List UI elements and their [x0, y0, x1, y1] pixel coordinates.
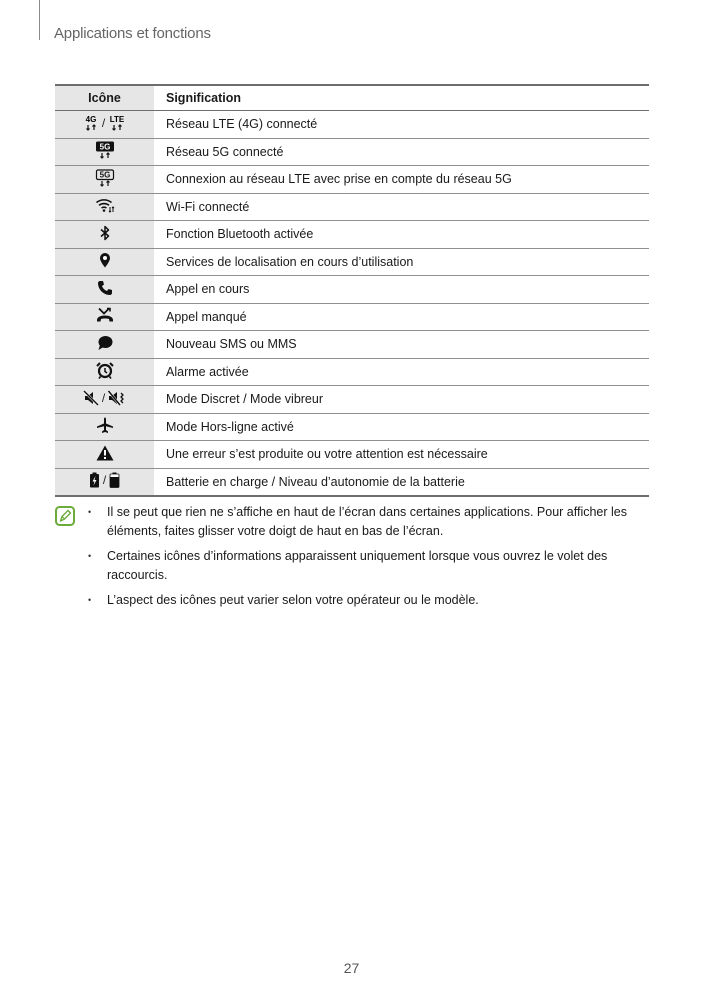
meaning-text: Réseau LTE (4G) connecté	[154, 111, 649, 139]
svg-text:5G: 5G	[99, 142, 110, 152]
note-pencil-icon	[55, 506, 75, 531]
5g-outline-icon	[95, 169, 115, 187]
table-row	[55, 441, 649, 469]
meaning-text: Connexion au réseau LTE avec prise en compte du réseau 5G	[154, 166, 649, 194]
notes-list	[88, 503, 628, 616]
meaning-text: Mode Discret / Mode vibreur	[154, 386, 649, 414]
meaning-text: Réseau 5G connecté	[154, 138, 649, 166]
meaning-text: Wi-Fi connecté	[154, 193, 649, 221]
meaning-text: Appel manqué	[154, 303, 649, 331]
section-title: Applications et fonctions	[54, 25, 211, 42]
lte-icon	[108, 114, 126, 132]
table-row	[55, 358, 649, 386]
table-row	[55, 111, 649, 139]
page-number: 27	[343, 960, 360, 976]
missed-call-icon	[96, 307, 114, 323]
meaning-text: Alarme activée	[154, 358, 649, 386]
meaning-text: Appel en cours	[154, 276, 649, 304]
column-header-meaning: Signification	[154, 85, 649, 111]
meaning-text: Une erreur s’est produite ou votre attention est nécessaire	[154, 441, 649, 469]
table-row	[55, 413, 649, 441]
svg-text:5G: 5G	[99, 170, 110, 180]
meaning-text: Services de localisation en cours d’utilisation	[154, 248, 649, 276]
icon-separator: /	[102, 473, 107, 488]
table-row	[55, 276, 649, 304]
table-row	[55, 248, 649, 276]
meaning-text: Fonction Bluetooth activée	[154, 221, 649, 249]
meaning-text: Mode Hors-ligne activé	[154, 413, 649, 441]
meaning-text: Nouveau SMS ou MMS	[154, 331, 649, 359]
table-row	[55, 303, 649, 331]
table-row	[55, 193, 649, 221]
wifi-icon	[95, 197, 115, 213]
note-item: • L’aspect des icônes peut varier selon votre opérateur ou le modèle.	[88, 591, 628, 610]
phone-call-icon	[97, 280, 113, 296]
table-row	[55, 166, 649, 194]
alarm-clock-icon	[96, 362, 114, 379]
table-row	[55, 386, 649, 414]
4g-icon	[83, 114, 99, 132]
table-row	[55, 331, 649, 359]
warning-icon	[96, 445, 114, 461]
note-item: • Il se peut que rien ne s’affiche en haut de l’écran dans certaines applications. Pour afficher les éléments, faites glisser votre doigt de haut en bas de l’écran.	[88, 503, 628, 541]
table-row	[55, 138, 649, 166]
icon-separator: /	[101, 115, 106, 130]
status-icons-table	[55, 84, 649, 497]
svg-text:LTE: LTE	[109, 114, 125, 124]
meaning-text: Batterie en charge / Niveau d’autonomie de la batterie	[154, 468, 649, 496]
mute-icon	[83, 390, 99, 406]
table-header-row	[55, 85, 649, 111]
icon-separator: /	[101, 390, 106, 405]
location-pin-icon	[99, 252, 111, 268]
svg-text:4G: 4G	[85, 114, 97, 124]
battery-level-icon	[109, 472, 120, 488]
5g-filled-icon	[95, 141, 115, 159]
airplane-icon	[96, 417, 114, 434]
margin-rule	[39, 0, 40, 40]
table-row	[55, 468, 649, 496]
note-item: • Certaines icônes d’informations apparaissent uniquement lorsque vous ouvrez le volet des raccourcis.	[88, 547, 628, 585]
vibrate-icon	[108, 390, 126, 406]
message-bubble-icon	[97, 335, 113, 351]
bluetooth-icon	[99, 225, 111, 241]
column-header-icon: Icône	[55, 85, 154, 111]
battery-charging-icon	[89, 472, 100, 488]
table-row	[55, 221, 649, 249]
